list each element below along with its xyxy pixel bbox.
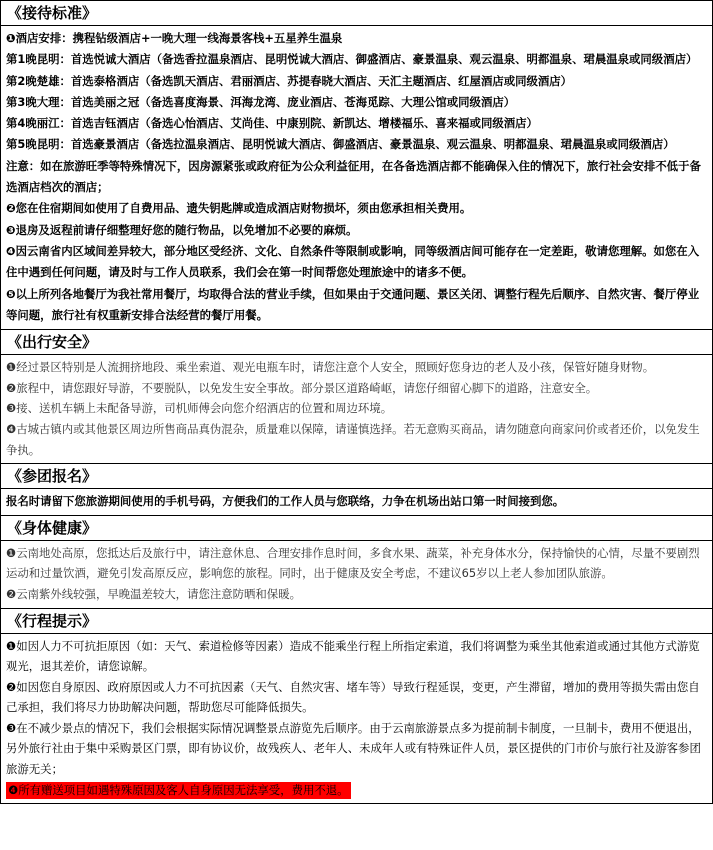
hotel-line: ❺以上所列各地餐厅为我社常用餐厅，均取得合法的营业手续，但如果由于交通问题、景区关闭、调整行程先后顺序、自然灾害、餐厅停业等问题，旅行社有权重新安排合法经营的餐厅用餐。 bbox=[6, 286, 700, 322]
section-title-hotel: 《接待标准》 bbox=[1, 1, 712, 26]
health-line: ❶云南地处高原，您抵达后及旅行中，请注意休息、合理安排作息时间，多食水果、蔬菜，补充身体水分，保持愉快的心情，尽量不要剧烈运动和过量饮酒，避免引发高原反应，影响您的旅程。同时，出于健康及安全考虑，不建议65岁以上老人参加团队旅游。 bbox=[6, 545, 700, 581]
tips-line: ❷如因您自身原因、政府原因或人力不可抗因素（天气、自然灾害、堵车等）导致行程延误，变更，产生滞留，增加的费用等损失需由您自己承担，我们将尽力协助解决问题，帮助您尽可能降低损失。 bbox=[6, 679, 700, 715]
hotel-line: 第5晚昆明：首选豪景酒店（备选拉温泉酒店、昆明悦诚大酒店、御盛酒店、豪景温泉、观云温泉、明都温泉、珺晨温泉或同级酒店） bbox=[6, 137, 675, 152]
health-line: ❷云南紫外线较强，早晚温差较大，请您注意防晒和保暖。 bbox=[6, 586, 301, 601]
hotel-line: ❸退房及返程前请仔细整理好您的随行物品，以免增加不必要的麻烦。 bbox=[6, 222, 358, 237]
section-title-tips: 《行程提示》 bbox=[1, 609, 712, 634]
hotel-line: 第4晚丽江：首选吉钰酒店（备选心怡酒店、艾尚佳、中康别院、新凯达、增楼福乐、喜来福或同级酒店） bbox=[6, 116, 538, 131]
safety-line: ❸接、送机车辆上未配备导游，司机师傅会向您介绍酒店的位置和周边环境。 bbox=[6, 401, 393, 416]
section-title-health: 《身体健康》 bbox=[1, 516, 712, 541]
section-body-tips bbox=[1, 634, 712, 805]
section-body-signup bbox=[1, 489, 712, 516]
safety-line: ❷旅程中，请您跟好导游，不要脱队，以免发生安全事故。部分景区道路崎岖，请您仔细留心脚下的道路，注意安全。 bbox=[6, 380, 598, 395]
hotel-line: ❷您在住宿期间如使用了自费用品、遗失钥匙牌或造成酒店财物损坏，须由您承担相关费用。 bbox=[6, 201, 472, 216]
hotel-line: 第1晚昆明：首选悦诚大酒店（备选香拉温泉酒店、昆明悦诚大酒店、御盛酒店、豪景温泉、观云温泉、明都温泉、珺晨温泉或同级酒店） bbox=[6, 52, 698, 67]
safety-line: ❹古城古镇内或其他景区周边所售商品真伪混杂，质量难以保障，请谨慎选择。若无意购买商品，请勿随意向商家问价或者还价，以免发生争执。 bbox=[6, 421, 700, 457]
hotel-line: ❹因云南省内区域间差异较大，部分地区受经济、文化、自然条件等限制或影响，同等级酒店间可能存在一定差距，敬请您理解。如您在入住中遇到任何问题，请及时与工作人员联系，我们会在第一时间帮您处理旅途中的诸多不便。 bbox=[6, 243, 700, 280]
section-body-health bbox=[1, 541, 712, 609]
hotel-line: 第3晚大理：首选美丽之冠（备选喜度海景、洱海龙湾、庞业酒店、苍海觅踪、大理公馆或同级酒店） bbox=[6, 94, 516, 109]
section-body-hotel bbox=[1, 26, 712, 330]
section-title-safety: 《出行安全》 bbox=[1, 330, 712, 355]
section-body-safety bbox=[1, 355, 712, 464]
signup-line: 报名时请留下您旅游期间使用的手机号码，方便我们的工作人员与您联络，力争在机场出站口第一时间接到您。 bbox=[6, 494, 565, 509]
tips-line: ❸在不减少景点的情况下，我们会根据实际情况调整景点游览先后顺序。由于云南旅游景点多为提前制卡制度，一旦制卡，费用不便退出，另外旅行社由于集中采购景区门票，即有协议价，故残疾人、老年人、未成年人或有特殊证件人员，景区提供的门市价与旅行社及游客参团旅游无关； bbox=[6, 720, 701, 777]
section-title-signup: 《参团报名》 bbox=[1, 464, 712, 489]
hotel-line: 注意：如在旅游旺季等特殊情况下，因房源紧张或政府征为公众利益征用，在各备选酒店都不能确保入住的情况下，旅行社会安排不低于备选酒店档次的酒店； bbox=[6, 158, 701, 195]
tips-line: ❶如因人力不可抗拒原因（如：天气、索道检修等因素）造成不能乘坐行程上所指定索道，我们将调整为乘坐其他索道或通过其他方式游览观光，退其差价，请您谅解。 bbox=[6, 638, 700, 674]
highlighted-note: ❹所有赠送项目如遇特殊原因及客人自身原因无法享受，费用不退。 bbox=[8, 782, 349, 797]
safety-line: ❶经过景区特别是人流拥挤地段、乘坐索道、观光电瓶车时，请您注意个人安全，照顾好您身边的老人及小孩，保管好随身财物。 bbox=[6, 360, 655, 375]
hotel-line: 第2晚楚雄：首选泰格酒店（备选凯天酒店、君丽酒店、苏提春晓大酒店、天汇主题酒店、红屋酒店或同级酒店） bbox=[6, 73, 573, 88]
hotel-line: ❶酒店安排：携程钻级酒店+一晚大理一线海景客栈+五星养生温泉 bbox=[6, 31, 343, 45]
tips-line-highlighted bbox=[6, 780, 704, 801]
